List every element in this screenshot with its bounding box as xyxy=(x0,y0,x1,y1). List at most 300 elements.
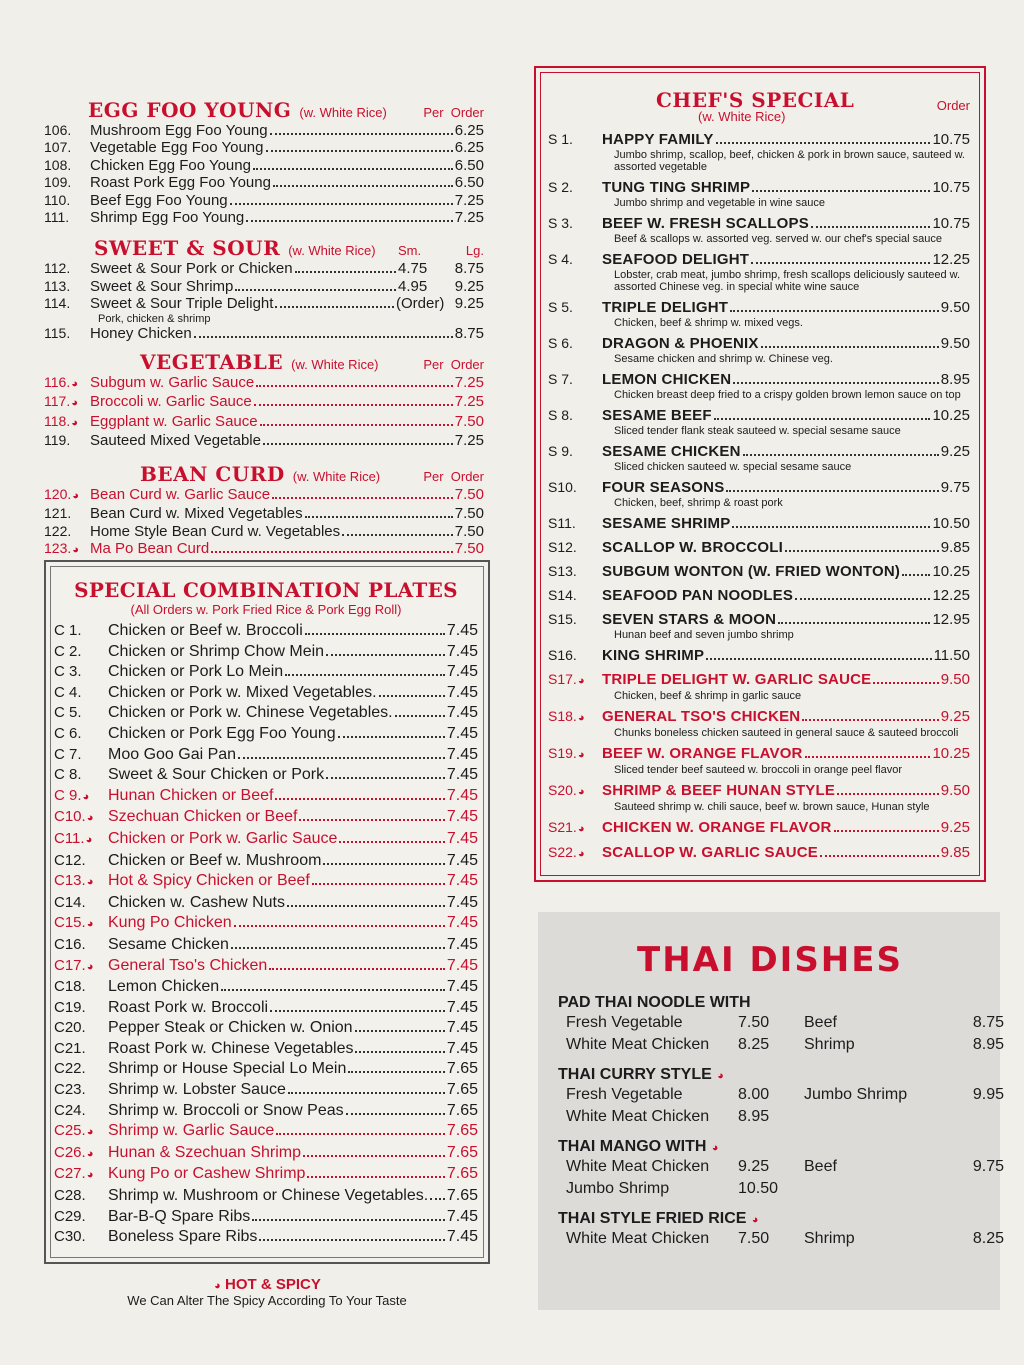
item-number-text: C30. xyxy=(54,1228,86,1246)
item-name: Chicken or Shrimp Chow Mein xyxy=(108,642,325,660)
item-price: 9.50 xyxy=(940,335,970,352)
item-number-text: C 4. xyxy=(54,683,82,701)
chefs-special-item[interactable] xyxy=(548,562,970,581)
chefs-special-item[interactable] xyxy=(548,178,970,197)
order-label: (Order) xyxy=(396,295,445,313)
item-name: Vegetable Egg Foo Young xyxy=(90,139,264,157)
menu-item[interactable] xyxy=(44,486,484,505)
item-number xyxy=(54,1186,108,1207)
large-price: 9.25 xyxy=(454,277,484,295)
item-price: 7.45 xyxy=(446,766,478,784)
item-name: Chicken or Pork Lo Mein xyxy=(108,663,284,681)
item-name: Shrimp w. Broccoli or Snow Peas xyxy=(108,1101,344,1119)
dot-leader xyxy=(902,574,930,576)
item-number xyxy=(54,1227,108,1248)
dot-leader xyxy=(730,310,939,312)
vegetable-subtitle: (w. White Rice) xyxy=(291,357,379,373)
large-price: 9.25 xyxy=(454,295,484,313)
menu-item[interactable] xyxy=(44,505,484,522)
menu-item[interactable] xyxy=(44,295,484,312)
chili-pepper-icon: ◕ xyxy=(86,960,94,973)
item-number xyxy=(548,370,602,388)
item-name: Broccoli w. Garlic Sauce xyxy=(90,393,252,411)
combination-item[interactable] xyxy=(54,1121,478,1143)
item-number-text: S14. xyxy=(548,587,577,603)
chefs-special-title: CHEF'S SPECIAL xyxy=(656,88,855,112)
item-price: 10.25 xyxy=(932,745,970,762)
item-name: Hunan Chicken or Beef xyxy=(108,786,274,804)
item-name: Boneless Spare Ribs xyxy=(108,1228,258,1246)
option-name[interactable]: Jumbo Shrimp xyxy=(804,1086,908,1103)
dot-leader xyxy=(273,185,453,187)
combination-plates-subtitle: (All Orders w. Pork Fried Rice & Pork Egg Roll) xyxy=(130,602,402,617)
combination-item[interactable] xyxy=(54,1018,478,1039)
vegetable-order-label: Per Order xyxy=(423,357,484,373)
dot-leader xyxy=(795,598,930,600)
option-name[interactable]: White Meat Chicken xyxy=(566,1230,710,1247)
item-price: 11.50 xyxy=(933,647,970,664)
item-number xyxy=(54,977,108,998)
item-number xyxy=(54,765,108,786)
combination-item[interactable] xyxy=(54,1101,478,1122)
combination-item[interactable] xyxy=(54,724,478,745)
item-number-text: C18. xyxy=(54,978,86,996)
item-number xyxy=(54,829,108,851)
item-number xyxy=(54,1018,108,1039)
large-label: Lg. xyxy=(465,243,484,259)
option-name[interactable]: Beef xyxy=(804,1158,837,1175)
option-price: 8.25 xyxy=(738,1036,770,1053)
chefs-special-item[interactable] xyxy=(548,298,970,317)
item-name: Shrimp w. Lobster Sauce xyxy=(108,1081,286,1099)
item-number-text: C20. xyxy=(54,1019,86,1037)
option-price: 7.50 xyxy=(738,1230,770,1247)
large-price: 8.75 xyxy=(454,260,484,278)
item-number xyxy=(54,683,108,704)
combination-item[interactable] xyxy=(54,703,478,724)
item-price: 7.25 xyxy=(454,374,484,392)
vegetable-header xyxy=(44,350,484,374)
item-name: Chicken or Pork Egg Foo Young xyxy=(108,724,336,742)
item-price: 7.65 xyxy=(446,1165,478,1183)
small-label: Sm. xyxy=(398,243,422,259)
option-price: 8.75 xyxy=(972,1014,1004,1031)
item-price: 7.45 xyxy=(446,998,478,1016)
item-number-text: C19. xyxy=(54,998,86,1016)
bean-curd-subtitle: (w. White Rice) xyxy=(292,468,381,484)
chili-pepper-icon: ◕ xyxy=(71,416,78,429)
chefs-special-item[interactable] xyxy=(548,781,970,801)
dot-leader xyxy=(348,1071,445,1073)
dot-leader xyxy=(834,830,939,832)
dot-leader xyxy=(194,336,453,338)
menu-item[interactable] xyxy=(44,174,484,191)
dot-leader xyxy=(253,168,453,170)
item-number xyxy=(548,610,602,628)
dot-leader xyxy=(338,736,445,738)
combination-item[interactable] xyxy=(54,1227,478,1248)
option-name[interactable]: Shrimp xyxy=(804,1230,855,1247)
item-description: Hunan beef and seven jumbo shrimp xyxy=(614,629,794,641)
item-name: BEEF W. ORANGE FLAVOR xyxy=(602,745,803,762)
menu-item[interactable] xyxy=(44,413,484,432)
item-number xyxy=(548,707,602,727)
item-description: Jumbo shrimp, scallop, beef, chicken & pork in brown sauce, sauteed w. assorted vegetable xyxy=(614,149,965,173)
chefs-special-item[interactable] xyxy=(548,538,970,557)
chefs-special-item[interactable] xyxy=(548,442,970,461)
chefs-special-item[interactable] xyxy=(548,478,970,497)
vegetable-title: VEGETABLE xyxy=(140,350,284,375)
chili-pepper-icon: ◕ xyxy=(72,543,79,556)
chili-pepper-icon: ◕ xyxy=(82,790,90,803)
dot-leader xyxy=(254,404,453,406)
item-number-text: C23. xyxy=(54,1081,86,1099)
item-name: SHRIMP & BEEF HUNAN STYLE xyxy=(602,782,836,799)
item-number xyxy=(548,538,602,556)
item-number xyxy=(54,998,108,1019)
item-name: LEMON CHICKEN xyxy=(602,371,732,388)
thai-curry-label: THAI CURRY STYLE xyxy=(558,1066,712,1083)
item-number xyxy=(54,1059,108,1080)
chili-pepper-icon: ◕ xyxy=(86,1147,94,1160)
item-name: Sweet & Sour Shrimp xyxy=(90,277,234,295)
item-price: 7.45 xyxy=(446,851,478,869)
combination-item[interactable] xyxy=(54,745,478,766)
item-number-text: C13. xyxy=(54,872,86,890)
chefs-special-item[interactable] xyxy=(548,514,970,533)
chili-pepper-icon: ◕ xyxy=(86,812,94,825)
item-name: SESAME SHRIMP xyxy=(602,515,731,532)
item-price: 7.45 xyxy=(446,956,478,974)
item-number xyxy=(548,562,602,580)
combination-item[interactable] xyxy=(54,621,478,642)
option-name[interactable]: Fresh Vegetable xyxy=(566,1014,683,1031)
combination-item[interactable] xyxy=(54,829,478,851)
combination-item[interactable] xyxy=(54,662,478,683)
item-number-text: S11. xyxy=(548,515,576,531)
chili-pepper-icon: ◕ xyxy=(86,918,94,931)
hot-spicy-footer xyxy=(44,1276,490,1308)
item-price: 9.85 xyxy=(940,539,970,556)
item-number xyxy=(54,621,108,642)
item-name: Hot & Spicy Chicken or Beef xyxy=(108,872,310,890)
menu-item[interactable] xyxy=(44,260,484,277)
option-name[interactable]: Shrimp xyxy=(804,1036,855,1053)
item-number xyxy=(54,1101,108,1122)
chefs-special-item[interactable] xyxy=(548,707,970,727)
item-description: Sliced chicken sauteed w. special sesame sauce xyxy=(614,461,852,473)
combination-item[interactable] xyxy=(54,1164,478,1186)
menu-item[interactable] xyxy=(44,523,484,540)
menu-item[interactable] xyxy=(44,432,484,449)
thai-dishes-box xyxy=(538,912,1004,1310)
chefs-special-item[interactable] xyxy=(548,406,970,425)
item-number xyxy=(548,478,602,496)
item-price: 9.75 xyxy=(940,479,970,496)
item-price: 7.45 xyxy=(446,808,478,826)
menu-item[interactable] xyxy=(44,540,484,559)
dot-leader xyxy=(326,654,445,656)
combination-item[interactable] xyxy=(54,765,478,786)
item-number-text: C 9. xyxy=(54,786,82,804)
item-name: TRIPLE DELIGHT W. GARLIC SAUCE xyxy=(602,671,872,688)
item-name: Shrimp w. Mushroom or Chinese Vegetables. xyxy=(108,1187,429,1205)
chefs-special-item[interactable] xyxy=(548,130,970,149)
item-price: 7.45 xyxy=(446,724,478,742)
option-price: 7.50 xyxy=(738,1014,770,1031)
combination-item[interactable] xyxy=(54,977,478,998)
chefs-special-item[interactable] xyxy=(548,610,970,629)
item-name: SESAME CHICKEN xyxy=(602,443,741,460)
item-number-text: S19. xyxy=(548,745,577,761)
dot-leader xyxy=(275,306,394,308)
item-number-text: C10. xyxy=(54,808,86,826)
combination-item[interactable] xyxy=(54,871,478,893)
item-description: Chicken, beef & shrimp in garlic sauce xyxy=(614,690,802,702)
item-number-text: 117. xyxy=(44,393,71,410)
dot-leader xyxy=(252,1219,445,1221)
sweet-sour-list xyxy=(44,260,484,342)
hot-spicy-label: HOT & SPICY xyxy=(224,1276,321,1293)
chefs-special-item[interactable] xyxy=(548,818,970,838)
item-price: 7.45 xyxy=(446,978,478,996)
item-price: 7.45 xyxy=(446,663,478,681)
sweet-sour-size-labels xyxy=(398,243,484,258)
dot-leader xyxy=(716,142,931,144)
item-number-text: C21. xyxy=(54,1039,86,1057)
item-description: Chunks boneless chicken sauteed in general sauce & sauteed broccoli xyxy=(614,727,959,739)
item-number-text: S21. xyxy=(548,819,577,835)
combination-item[interactable] xyxy=(54,1143,478,1165)
chefs-special-box xyxy=(534,66,986,882)
item-price: 7.65 xyxy=(446,1143,478,1161)
dot-leader xyxy=(430,1198,445,1200)
combination-item[interactable] xyxy=(54,1039,478,1060)
sweet-sour-subtitle: (w. White Rice) xyxy=(288,243,376,259)
chili-pepper-icon: ◕ xyxy=(86,1126,94,1139)
item-name: Shrimp Egg Foo Young xyxy=(90,209,245,227)
thai-mango-options xyxy=(558,1156,1004,1200)
combination-item[interactable] xyxy=(54,893,478,914)
pad-thai-options xyxy=(558,1012,1004,1056)
item-price: 9.25 xyxy=(940,708,970,725)
small-price: 4.75 xyxy=(398,260,428,278)
option-price: 8.95 xyxy=(738,1108,770,1125)
item-name: GENERAL TSO'S CHICKEN xyxy=(602,708,801,725)
option-name[interactable]: White Meat Chicken xyxy=(566,1108,710,1125)
menu-item[interactable] xyxy=(44,139,484,156)
item-price: 7.25 xyxy=(454,191,484,209)
item-name: SEAFOOD DELIGHT xyxy=(602,251,750,268)
item-price: 9.25 xyxy=(940,443,970,460)
item-number xyxy=(44,413,90,432)
item-name: HAPPY FAMILY xyxy=(602,131,714,148)
item-description: Chicken breast deep fried to a crispy golden brown lemon sauce on top xyxy=(614,389,961,401)
item-description: Sliced tender beef sauteed w. broccoli in orange peel flavor xyxy=(614,764,903,776)
option-price: 8.00 xyxy=(738,1086,770,1103)
option-price: 9.95 xyxy=(972,1086,1004,1103)
item-price: 6.25 xyxy=(454,139,484,157)
item-name: FOUR SEASONS xyxy=(602,479,725,496)
option-name[interactable]: Jumbo Shrimp xyxy=(566,1180,670,1197)
item-price: 7.45 xyxy=(446,622,478,639)
item-name: Kung Po Chicken xyxy=(108,914,232,932)
item-name: Chicken or Beef w. Broccoli xyxy=(108,622,303,639)
chefs-special-item[interactable] xyxy=(548,214,970,233)
item-number-text: C 5. xyxy=(54,704,82,722)
option-price: 8.25 xyxy=(972,1230,1004,1247)
item-price: 8.95 xyxy=(940,371,970,388)
item-price: 7.65 xyxy=(446,1081,478,1099)
combination-item[interactable] xyxy=(54,1207,478,1228)
item-number-text: C29. xyxy=(54,1207,86,1225)
dot-leader xyxy=(802,719,938,721)
sweet-sour-header xyxy=(44,236,484,260)
item-number xyxy=(548,334,602,352)
combination-item[interactable] xyxy=(54,1186,478,1207)
item-price: 10.75 xyxy=(932,215,970,232)
item-number xyxy=(548,818,602,838)
vegetable-list xyxy=(44,374,484,450)
item-price: 7.45 xyxy=(446,935,478,953)
item-number-text: S 7. xyxy=(548,371,573,387)
item-name: DRAGON & PHOENIX xyxy=(602,335,759,352)
item-number-text: 118. xyxy=(44,412,71,429)
egg-foo-young-list xyxy=(44,122,484,226)
chefs-special-item[interactable] xyxy=(548,586,970,605)
item-price: 7.50 xyxy=(454,522,484,540)
dot-leader xyxy=(714,418,931,420)
chefs-special-item[interactable] xyxy=(548,744,970,764)
combination-item[interactable] xyxy=(54,913,478,935)
combination-item[interactable] xyxy=(54,1080,478,1101)
item-name: Chicken or Pork w. Mixed Vegetables. xyxy=(108,683,377,701)
menu-item[interactable] xyxy=(44,374,484,393)
menu-item[interactable] xyxy=(44,157,484,174)
thai-curry-options xyxy=(558,1084,1004,1128)
item-name: Beef Egg Foo Young xyxy=(90,191,228,209)
dot-leader xyxy=(307,1176,444,1178)
item-number-text: S18. xyxy=(548,708,577,724)
item-number xyxy=(54,1039,108,1060)
bean-curd-header xyxy=(44,462,484,486)
item-name: Chicken Egg Foo Young xyxy=(90,156,251,174)
item-name: TRIPLE DELIGHT xyxy=(602,299,729,316)
item-number: 110. xyxy=(44,191,71,208)
combination-item[interactable] xyxy=(54,956,478,978)
menu-item[interactable] xyxy=(44,325,484,342)
option-name[interactable]: White Meat Chicken xyxy=(566,1036,710,1053)
item-price: 7.50 xyxy=(454,412,484,430)
item-price: 9.50 xyxy=(940,299,970,316)
item-price: 7.45 xyxy=(446,914,478,932)
chefs-special-item[interactable] xyxy=(548,370,970,389)
option-name[interactable]: Beef xyxy=(804,1014,837,1031)
menu-item[interactable] xyxy=(44,209,484,226)
dot-leader xyxy=(395,715,445,717)
chili-pepper-icon: ◕ xyxy=(214,1280,221,1292)
combination-item[interactable] xyxy=(54,998,478,1019)
item-number xyxy=(54,786,108,808)
chefs-special-item[interactable] xyxy=(548,646,970,665)
item-price: 9.25 xyxy=(940,819,970,836)
item-number: 109. xyxy=(44,174,72,191)
dot-leader xyxy=(238,757,445,759)
combination-item[interactable] xyxy=(54,1059,478,1080)
item-description: Sesame chicken and shrimp w. Chinese veg. xyxy=(614,353,833,365)
item-prices xyxy=(396,295,484,312)
chefs-special-order-label: Order xyxy=(936,98,970,113)
dot-leader xyxy=(752,190,930,192)
item-number xyxy=(54,745,108,766)
chefs-special-item[interactable] xyxy=(548,334,970,353)
item-number: 122. xyxy=(44,522,72,539)
dot-leader xyxy=(837,793,939,795)
item-name: Bean Curd w. Mixed Vegetables xyxy=(90,505,303,523)
item-number-text: S20. xyxy=(548,782,577,798)
chefs-special-item[interactable] xyxy=(548,670,970,690)
item-name: Kung Po or Cashew Shrimp xyxy=(108,1165,306,1183)
dot-leader xyxy=(820,855,939,857)
option-price: 9.25 xyxy=(738,1158,770,1175)
menu-item[interactable] xyxy=(44,278,484,295)
item-number xyxy=(54,724,108,745)
thai-fried-rice-label: THAI STYLE FRIED RICE xyxy=(558,1210,747,1227)
menu-item[interactable] xyxy=(44,192,484,209)
dot-leader xyxy=(287,905,445,907)
item-number: 119. xyxy=(44,432,71,449)
option-name[interactable]: Fresh Vegetable xyxy=(566,1086,683,1103)
combination-item[interactable] xyxy=(54,642,478,663)
item-description: Chicken, beef, shrimp & roast pork xyxy=(614,497,783,509)
item-name: SUBGUM WONTON (W. FRIED WONTON) xyxy=(602,563,901,580)
combination-item[interactable] xyxy=(54,786,478,808)
chili-pepper-icon: ◕ xyxy=(86,876,94,889)
chefs-special-item[interactable] xyxy=(548,250,970,269)
chefs-special-item[interactable] xyxy=(548,843,970,863)
menu-item[interactable] xyxy=(44,393,484,412)
item-number xyxy=(548,843,602,863)
item-name: Eggplant w. Garlic Sauce xyxy=(90,412,258,430)
thai-fried-rice-title xyxy=(558,1210,982,1228)
item-name: Bean Curd w. Garlic Sauce xyxy=(90,485,271,503)
menu-item[interactable] xyxy=(44,122,484,139)
item-price: 7.45 xyxy=(446,872,478,890)
item-number: 114. xyxy=(44,295,71,312)
item-number xyxy=(54,662,108,683)
item-price: 7.45 xyxy=(446,893,478,911)
item-price: 10.75 xyxy=(932,179,970,196)
item-number-text: C 1. xyxy=(54,622,82,639)
hot-spicy-note: We Can Alter The Spicy According To Your Taste xyxy=(127,1293,407,1308)
item-number-text: C 8. xyxy=(54,766,82,784)
item-name: SEAFOOD PAN NOODLES xyxy=(602,587,794,604)
combination-item[interactable] xyxy=(54,683,478,704)
combination-item[interactable] xyxy=(54,935,478,956)
item-number-text: S 8. xyxy=(548,407,573,423)
combination-item[interactable] xyxy=(54,807,478,829)
item-number-text: C11. xyxy=(54,829,85,847)
item-name: Home Style Bean Curd w. Vegetables xyxy=(90,522,341,540)
dot-leader xyxy=(379,695,445,697)
combination-item[interactable] xyxy=(54,851,478,872)
item-price: 6.25 xyxy=(454,122,484,139)
item-number xyxy=(548,178,602,196)
item-name: Sweet & Sour Triple Delight xyxy=(90,295,274,313)
option-name[interactable]: White Meat Chicken xyxy=(566,1158,710,1175)
thai-fried-rice-options xyxy=(558,1228,1004,1250)
dot-leader xyxy=(221,989,445,991)
